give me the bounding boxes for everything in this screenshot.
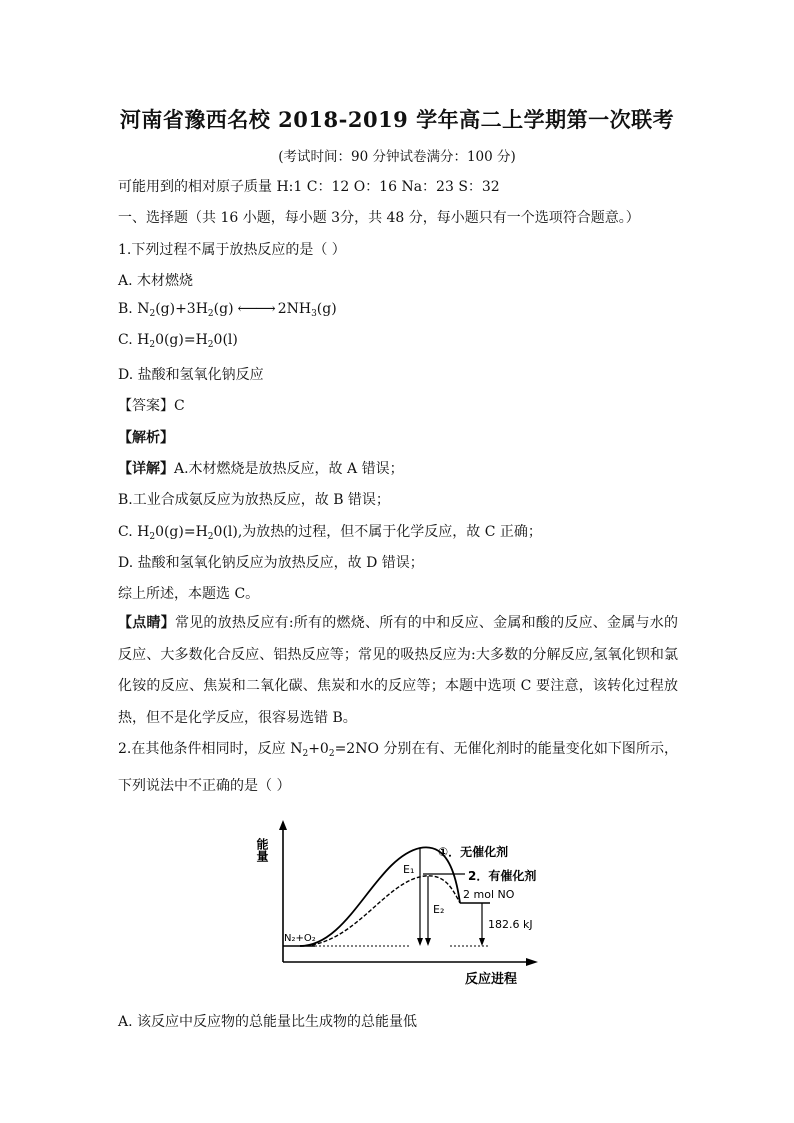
q1-analysis-heading: 【解析】 [118,430,174,446]
product-label: 2 mol NO [463,888,515,901]
exam-info: (考试时间：90 分钟试卷满分：100 分) [278,149,516,165]
q1-stem: 1.下列过程不属于放热反应的是（ ） [118,242,346,258]
q2-stem: 2.在其他条件相同时，反应 $N_2+0_2=2NO$ 分别在有、无催化剂时的能量变化如下图所示，下列说法中不正确的是（ ） [118,741,678,794]
curve1-label: ①．无催化剂 [438,845,509,859]
e2-label: E₂ [433,903,445,916]
delta-arrowhead-icon [479,938,485,946]
e1-arrowhead-icon [417,938,423,946]
q1-option-d: D. 盐酸和氢氧化钠反应 [118,367,264,383]
e2-arrowhead-icon [425,938,431,946]
q1-detail-a: 【详解】A.木材燃烧是放热反应，故 A 错误； [118,461,404,477]
e1-label: E₁ [403,863,415,876]
atomic-masses: 可能用到的相对原子质量 H:1 C：12 O：16 Na：23 S：32 [118,179,500,195]
q1-detail-c: C. $H_20(g)=H_20(l)$,为放热的过程，但不属于化学反应，故 C 正确； [118,524,542,542]
section-heading: 一、选择题（共 16 小题，每小题 3分，共 48 分，每小题只有一个选项符合题意。） [118,210,640,226]
y-axis-label: 能量 [255,838,269,862]
q1-detail-b: B.工业合成氨反应为放热反应，故 B 错误； [118,492,390,508]
uncatalyzed-curve [300,847,460,946]
y-axis-arrow-icon [279,820,287,830]
delta-label: 182.6 kJ [488,918,533,931]
q1-answer: 【答案】C [118,398,185,414]
x-axis-label: 反应进程 [465,972,518,987]
q1-tip: 【点睛】常见的放热反应有:所有的燃烧、所有的中和反应、金属和酸的反应、金属与水的反应、大多数化合反应、铝热反应等；常见的吸热反应为:大多数的分解反应,氢氧化钡和氯化铵的反应、焦炭和二氧化碳、焦炭和水的反应等；本题中选项 C 要注意，该转化过程放热，但不是化学反应，很容易选错 B。 [118,615,678,726]
energy-diagram [255,818,560,993]
q1-summary: 综上所述，本题选 C。 [118,586,260,602]
curve2-label: 2．有催化剂 [468,869,537,883]
q2-option-a: A. 该反应中反应物的总能量比生成物的总能量低 [118,1014,418,1030]
page-title: 河南省豫西名校 2018-2019 学年高二上学期第一次联考 [119,107,675,132]
q1-option-b: B. $N_2(g)+3H_2(g)$ ⟵⟶ $2NH_3(g)$ [118,301,337,319]
x-axis-arrow-icon [526,958,538,966]
q1-option-a: A. 木材燃烧 [118,273,194,289]
q1-option-c: C. $H_20(g)=H_20(l)$ [118,332,238,350]
equilibrium-arrow-icon: ⟵⟶ [237,301,274,317]
reactant-label: N₂+O₂ [284,933,316,944]
q1-detail-d: D. 盐酸和氢氧化钠反应为放热反应，故 D 错误； [118,555,424,571]
